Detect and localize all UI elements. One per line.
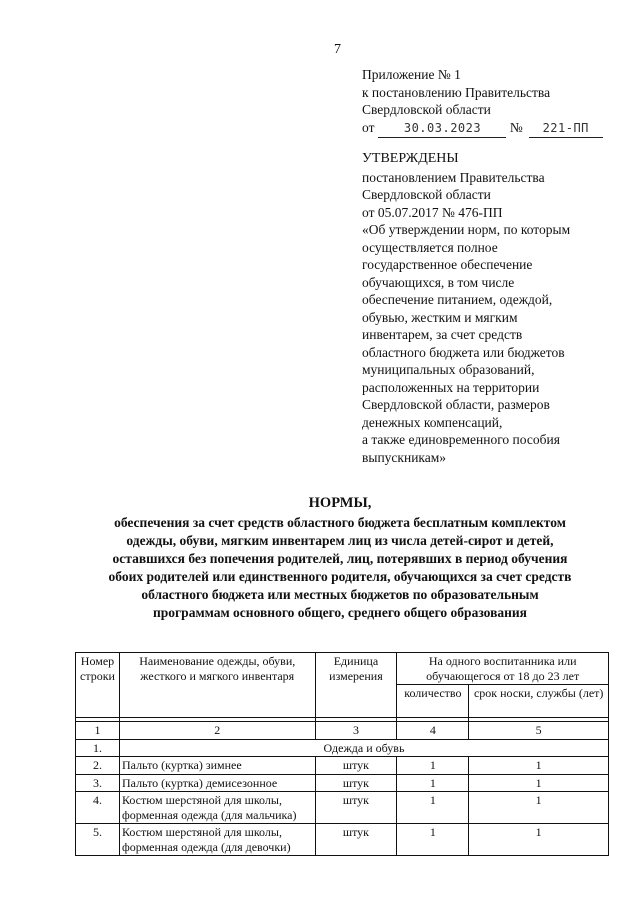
row-item-name: Пальто (куртка) зимнее — [119, 757, 315, 775]
date-prefix: от — [362, 119, 375, 135]
section-number: 1. — [76, 739, 120, 757]
norms-heading — [60, 494, 620, 622]
table-row — [76, 774, 609, 792]
approved-line: денежных компенсаций, — [362, 414, 503, 430]
appendix-block — [362, 66, 603, 138]
row-quantity: 1 — [397, 774, 469, 792]
header-unit: Единица измерения — [315, 653, 397, 718]
appendix-line: Приложение № 1 — [362, 67, 461, 82]
row-quantity: 1 — [397, 824, 469, 856]
row-unit: штук — [315, 792, 397, 824]
appendix-line: к постановлению Правительства — [362, 84, 551, 100]
norms-line: программам основного общего, среднего общего образования — [153, 605, 527, 620]
section-row — [76, 739, 609, 757]
header-row-number: Номер строки — [76, 653, 120, 718]
column-number: 5 — [469, 722, 609, 740]
approved-line: расположенных на территории — [362, 379, 540, 395]
table-row — [76, 757, 609, 775]
approved-line: государственное обеспечение — [362, 257, 533, 272]
approved-line: обувью, жестким и мягким — [362, 309, 518, 325]
column-number: 4 — [397, 722, 469, 740]
row-unit: штук — [315, 824, 397, 856]
column-number-row — [76, 722, 609, 740]
approved-line: инвентарем, за счет средств — [362, 327, 523, 342]
row-unit: штук — [315, 774, 397, 792]
approved-block — [362, 150, 612, 466]
header-quantity: количество — [397, 685, 469, 718]
approved-line: Свердловской области, размеров — [362, 397, 550, 412]
page-number: 7 — [334, 42, 341, 57]
approved-line: обучающихся, в том числе — [362, 274, 515, 290]
row-wear-period: 1 — [469, 792, 609, 824]
norms-line: одежды, обуви, мягким инвентарем лиц из числа детей-сирот и детей, — [126, 533, 554, 548]
row-quantity: 1 — [397, 792, 469, 824]
decree-number: 221-ПП — [529, 120, 603, 139]
table-header-row — [76, 653, 609, 685]
approved-line: осуществляется полное — [362, 239, 498, 255]
approved-line: постановлением Правительства — [362, 169, 545, 185]
approved-line: выпускникам» — [362, 449, 447, 465]
norms-line: оставшихся без попечения родителей, лиц, потерявших в период обучения — [112, 551, 568, 566]
norms-title: НОРМЫ, — [308, 495, 372, 511]
row-wear-period: 1 — [469, 774, 609, 792]
row-item-name: Костюм шерстяной для школы, форменная одежда (для девочки) — [119, 824, 315, 856]
row-item-name: Костюм шерстяной для школы, форменная одежда (для мальчика) — [119, 792, 315, 824]
row-wear-period: 1 — [469, 757, 609, 775]
column-number: 2 — [119, 722, 315, 740]
column-number: 3 — [315, 722, 397, 740]
header-name: Наименование одежды, обуви, жесткого и мягкого инвентаря — [119, 653, 315, 718]
norms-table — [75, 652, 609, 856]
norms-line: областного бюджета или местных бюджетов по образовательным — [141, 587, 539, 602]
header-per-pupil: На одного воспитанника или обучающегося от 18 до 23 лет — [397, 653, 609, 685]
row-number: 2. — [76, 757, 120, 775]
approved-line: а также единовременного пособия — [362, 432, 560, 447]
approved-line: от 05.07.2017 № 476-ПП — [362, 204, 503, 220]
row-number: 4. — [76, 792, 120, 824]
approved-line: областного бюджета или бюджетов — [362, 344, 565, 360]
approved-line: Свердловской области — [362, 187, 491, 202]
section-title: Одежда и обувь — [119, 739, 608, 757]
table-row — [76, 824, 609, 856]
appendix-date-line — [362, 119, 603, 139]
approved-heading: УТВЕРЖДЕНЫ — [362, 151, 459, 166]
table-row — [76, 792, 609, 824]
number-prefix: № — [509, 119, 523, 135]
row-wear-period: 1 — [469, 824, 609, 856]
row-quantity: 1 — [397, 757, 469, 775]
row-number: 5. — [76, 824, 120, 856]
approved-line: обеспечение питанием, одеждой, — [362, 292, 553, 307]
approved-line: «Об утверждении норм, по которым — [362, 222, 571, 237]
approved-line: муниципальных образований, — [362, 362, 535, 377]
column-number: 1 — [76, 722, 120, 740]
decree-date: 30.03.2023 — [378, 120, 506, 139]
row-item-name: Пальто (куртка) демисезонное — [119, 774, 315, 792]
header-wear-period: срок носки, службы (лет) — [469, 685, 609, 718]
row-number: 3. — [76, 774, 120, 792]
row-unit: штук — [315, 757, 397, 775]
appendix-line: Свердловской области — [362, 102, 491, 117]
norms-line: обоих родителей или единственного родителя, обучающихся за счет средств — [108, 569, 572, 584]
norms-line: обеспечения за счет средств областного бюджета бесплатным комплектом — [114, 515, 566, 530]
